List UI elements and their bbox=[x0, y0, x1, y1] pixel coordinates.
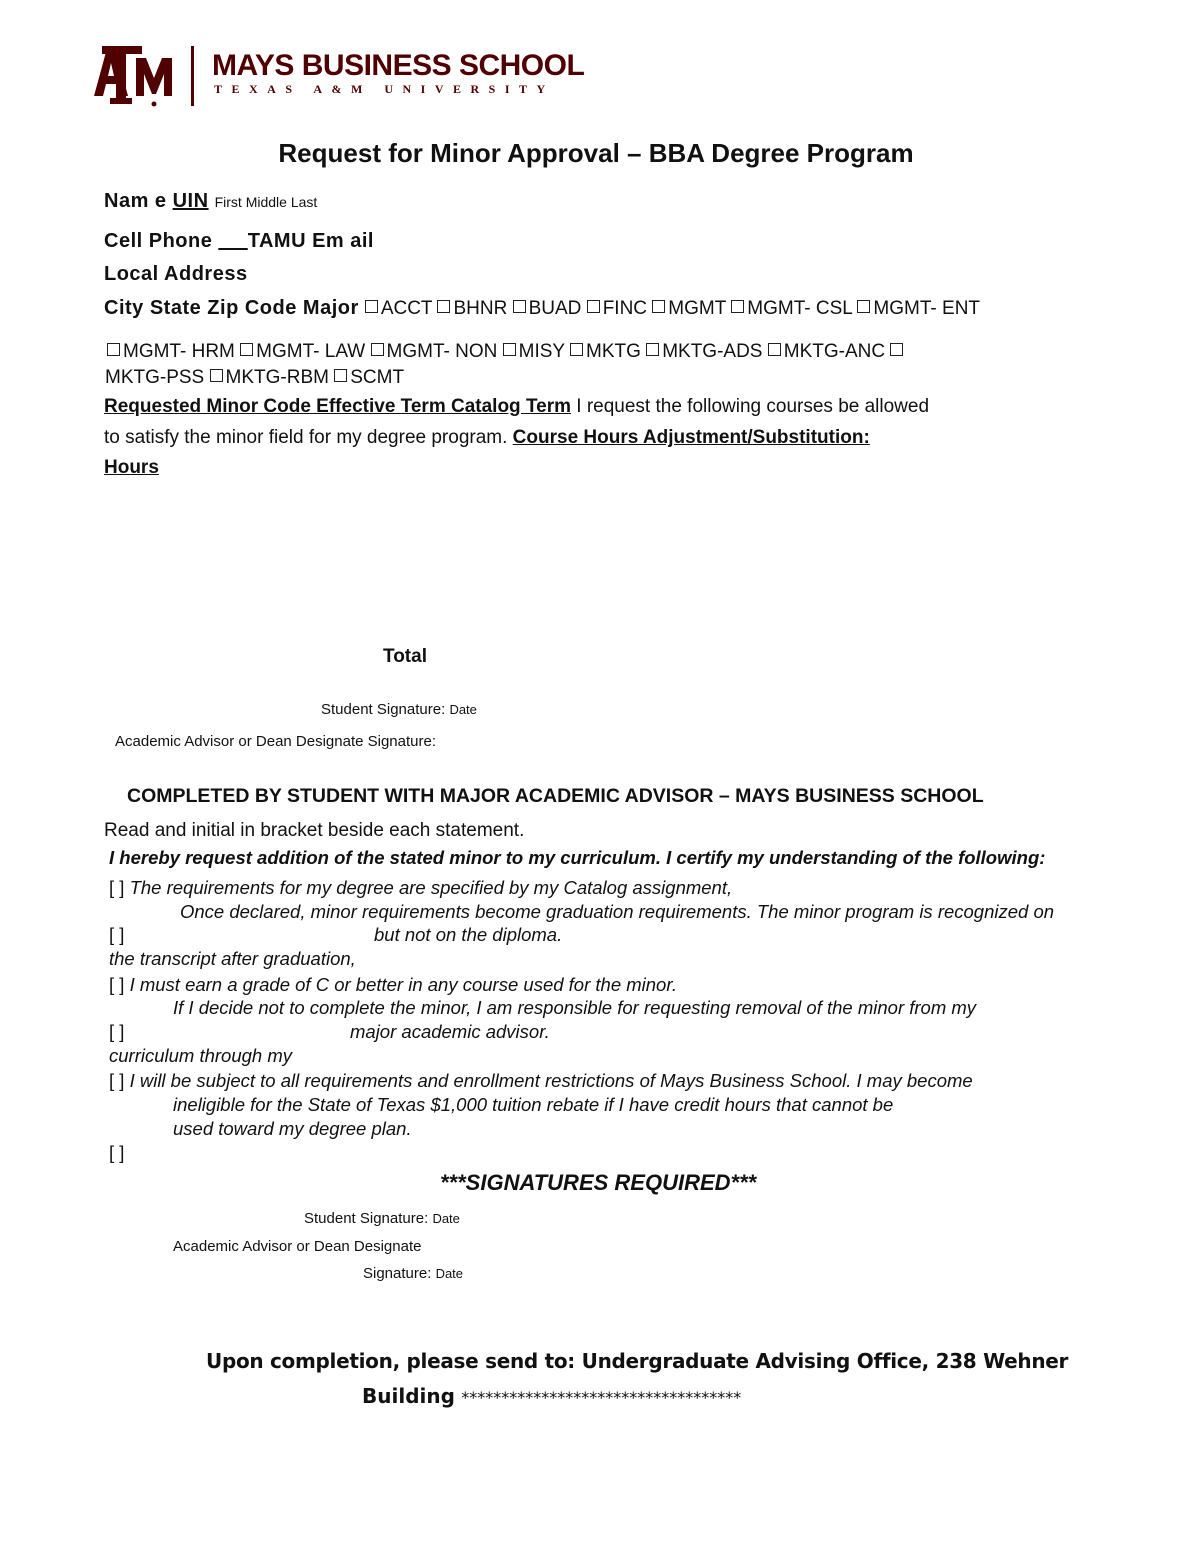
city-state-zip-label: City State Zip Code Major bbox=[104, 297, 359, 319]
date-label: Date bbox=[432, 1211, 460, 1226]
majors-row-2 bbox=[107, 341, 906, 363]
date-label: Date bbox=[449, 702, 477, 717]
statement-4-line-b: major academic advisor. bbox=[350, 1021, 550, 1042]
advisor-signature-label: Academic Advisor or Dean Designate Signature: bbox=[115, 733, 437, 750]
checkbox-icon bbox=[731, 300, 744, 313]
statement-2-line-b: but not on the diploma. bbox=[374, 924, 563, 945]
requested-minor-header: Requested Minor Code Effective Term Catalog Term bbox=[104, 396, 571, 417]
checkbox-icon bbox=[107, 343, 120, 356]
date-label: Date bbox=[435, 1266, 464, 1281]
checkbox-icon bbox=[503, 343, 516, 356]
course-hours-header: Course Hours Adjustment/Substitution: bbox=[512, 427, 870, 448]
initial-bracket[interactable]: [ ] bbox=[109, 1070, 125, 1091]
checkbox-icon bbox=[240, 343, 253, 356]
cell-phone-label: Cell Phone bbox=[104, 230, 213, 252]
checkbox-icon bbox=[570, 343, 583, 356]
cell-phone-blank: _ _ bbox=[218, 230, 248, 252]
major-checkbox-mgmt-ent[interactable]: MGMT- ENT bbox=[857, 298, 980, 319]
statement-5-line-a: [ ] I will be subject to all requirements and enrollment restrictions of Mays Business School. I may become bbox=[109, 1070, 973, 1091]
major-checkbox-scmt[interactable]: SCMT bbox=[334, 367, 404, 388]
statement-2-line-a: Once declared, minor requirements become graduation requirements. The minor program is recognized on bbox=[180, 901, 1055, 922]
initial-bracket[interactable]: [ ] bbox=[109, 1142, 125, 1163]
statement-4-line-c: curriculum through my bbox=[109, 1045, 293, 1066]
logo-divider bbox=[191, 46, 194, 106]
major-checkbox-finc[interactable]: FINC bbox=[587, 298, 647, 319]
statement-4-line-a: If I decide not to complete the minor, I am responsible for requesting removal of the minor from my bbox=[173, 997, 977, 1018]
major-checkbox-mktg[interactable]: MKTG bbox=[570, 341, 641, 362]
signatures-required-heading: ***SIGNATURES REQUIRED*** bbox=[440, 1170, 757, 1195]
request-line-2 bbox=[104, 427, 870, 449]
major-checkbox-mktg-rbm[interactable]: MKTG-RBM bbox=[210, 367, 329, 388]
footer-building-label: Building bbox=[362, 1384, 455, 1408]
logo-school-name: MAYS BUSINESS SCHOOL bbox=[212, 49, 585, 82]
initial-bracket[interactable]: [ ] bbox=[109, 924, 125, 945]
checkbox-icon bbox=[646, 343, 659, 356]
name-label: Nam e bbox=[104, 190, 167, 212]
major-line-1 bbox=[104, 297, 980, 320]
majors-row-1 bbox=[365, 298, 980, 319]
name-line bbox=[104, 190, 317, 213]
request-line-1 bbox=[104, 396, 929, 418]
major-checkbox-acct[interactable]: ACCT bbox=[365, 298, 432, 319]
initial-bracket[interactable]: [ ] bbox=[109, 974, 125, 995]
uin-label: UIN bbox=[172, 190, 209, 212]
texas-am-logo bbox=[92, 44, 174, 108]
local-address-label: Local Address bbox=[104, 263, 248, 285]
advisor-designate-label: Academic Advisor or Dean Designate bbox=[173, 1238, 422, 1255]
majors-row-3 bbox=[105, 367, 404, 389]
major-checkbox-mgmt-law[interactable]: MGMT- LAW bbox=[240, 341, 365, 362]
advisor-signature-line-2 bbox=[363, 1265, 463, 1282]
total-label: Total bbox=[383, 646, 427, 667]
checkbox-icon bbox=[437, 300, 450, 313]
checkbox-icon bbox=[371, 343, 384, 356]
section-heading: COMPLETED BY STUDENT WITH MAJOR ACADEMIC ADVISOR – MAYS BUSINESS SCHOOL bbox=[127, 785, 984, 807]
checkbox-icon bbox=[334, 369, 347, 382]
request-text-a: I request the following courses be allowed bbox=[571, 396, 930, 417]
statement-2-line-c: the transcript after graduation, bbox=[109, 948, 356, 969]
student-signature-label: Student Signature: bbox=[321, 701, 446, 718]
request-statement: I hereby request addition of the stated minor to my curriculum. I certify my understanding of the following: bbox=[109, 847, 1046, 868]
major-checkbox-bhnr[interactable]: BHNR bbox=[437, 298, 507, 319]
major-checkbox-mktg-anc[interactable]: MKTG-ANC bbox=[768, 341, 885, 362]
checkbox-icon[interactable] bbox=[890, 343, 903, 356]
checkbox-icon bbox=[513, 300, 526, 313]
signature-label: Signature: bbox=[363, 1265, 432, 1282]
checkbox-icon bbox=[768, 343, 781, 356]
footer-line-2 bbox=[362, 1384, 741, 1408]
hours-header: Hours bbox=[104, 457, 159, 478]
logo-university-name: TEXAS A&M UNIVERSITY bbox=[214, 82, 555, 96]
checkbox-icon bbox=[587, 300, 600, 313]
initial-bracket[interactable]: [ ] bbox=[109, 1021, 125, 1042]
major-checkbox-mgmt[interactable]: MGMT bbox=[652, 298, 726, 319]
footer-stars: *********************************** bbox=[461, 1388, 742, 1407]
cell-phone-line bbox=[104, 230, 374, 253]
footer-line-1: Upon completion, please send to: Undergraduate Advising Office, 238 Wehner bbox=[206, 1349, 1069, 1373]
major-checkbox-mgmt-non[interactable]: MGMT- NON bbox=[371, 341, 498, 362]
student-signature-line-2 bbox=[304, 1210, 460, 1227]
major-checkbox-mgmt-csl[interactable]: MGMT- CSL bbox=[731, 298, 852, 319]
statement-1: [ ] The requirements for my degree are specified by my Catalog assignment, bbox=[109, 877, 733, 898]
tamu-email-label: TAMU Em ail bbox=[247, 230, 374, 252]
request-text-b: to satisfy the minor field for my degree program. bbox=[104, 427, 513, 448]
checkbox-icon bbox=[652, 300, 665, 313]
major-checkbox-mktg-pss[interactable]: MKTG-PSS bbox=[105, 367, 205, 388]
checkbox-icon bbox=[365, 300, 378, 313]
student-signature-line bbox=[321, 701, 477, 718]
student-signature-label: Student Signature: bbox=[304, 1210, 429, 1227]
name-hint: First Middle Last bbox=[214, 194, 318, 210]
major-checkbox-mktg-ads[interactable]: MKTG-ADS bbox=[646, 341, 762, 362]
instruction-text: Read and initial in bracket beside each statement. bbox=[104, 820, 525, 841]
major-checkbox-misy[interactable]: MISY bbox=[503, 341, 565, 362]
statement-3: [ ] I must earn a grade of C or better in any course used for the minor. bbox=[109, 974, 677, 995]
checkbox-icon bbox=[857, 300, 870, 313]
page-title: Request for Minor Approval – BBA Degree Program bbox=[278, 138, 914, 168]
initial-bracket[interactable]: [ ] bbox=[109, 877, 125, 898]
major-checkbox-buad[interactable]: BUAD bbox=[513, 298, 582, 319]
checkbox-icon bbox=[210, 369, 223, 382]
major-checkbox-mgmt-hrm[interactable]: MGMT- HRM bbox=[107, 341, 235, 362]
statement-5-line-b: ineligible for the State of Texas $1,000 tuition rebate if I have credit hours that cannot be bbox=[173, 1094, 894, 1115]
statement-5-line-c: used toward my degree plan. bbox=[173, 1118, 412, 1139]
